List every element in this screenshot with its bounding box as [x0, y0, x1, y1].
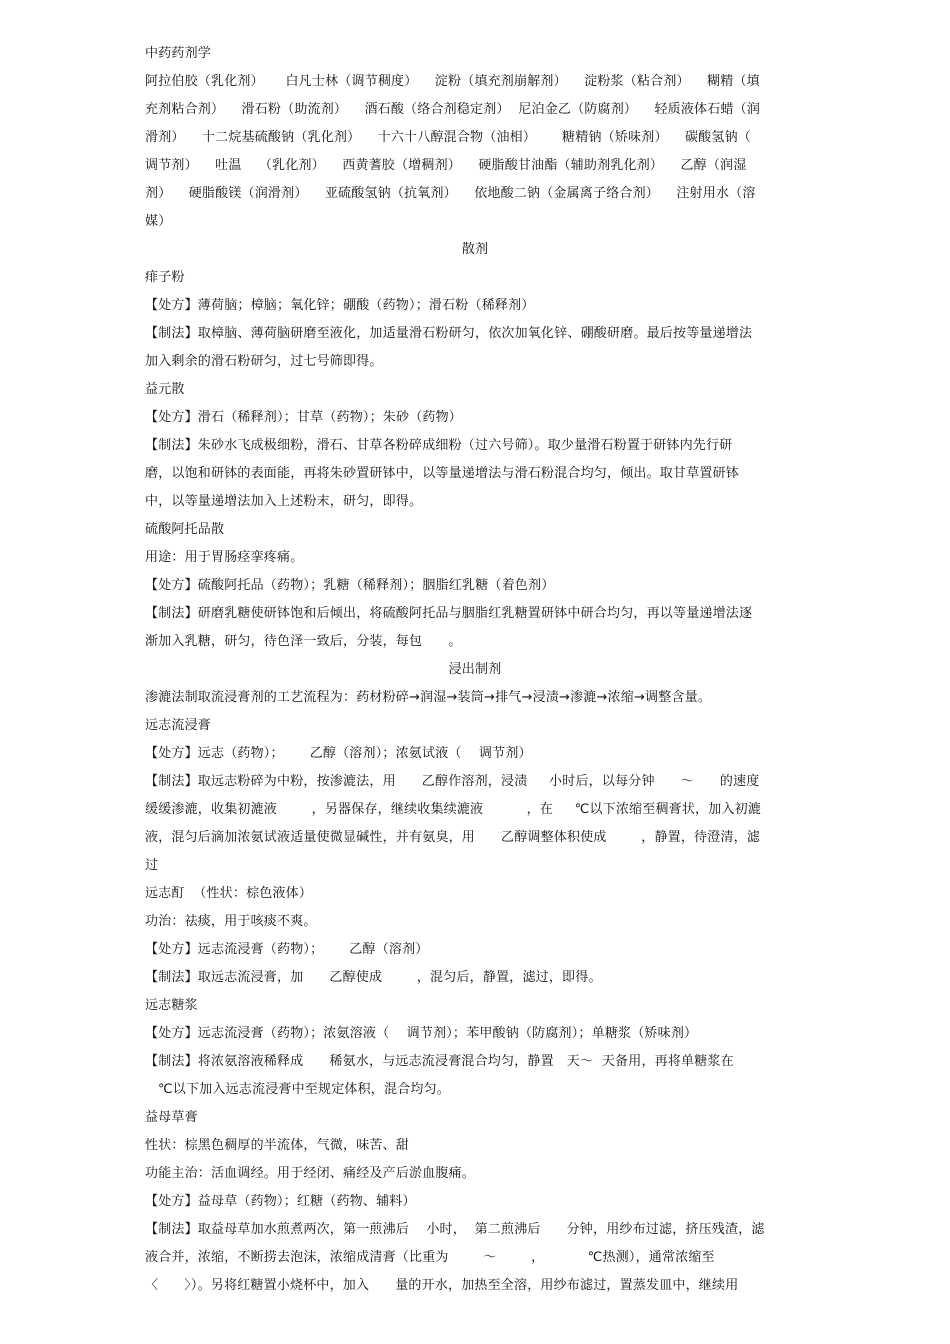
item-heading: 痱子粉: [145, 270, 185, 285]
text-line: 液，混匀后滴加浓氨试液适量使微显碱性，并有氨臭，用 乙醇调整体积使成 ，静置，待澄清，滤: [145, 830, 761, 845]
text-line: 渐加入乳糖，研匀，待色泽一致后，分装，每包 。: [145, 634, 462, 649]
text-line: 滑剂） 十二烷基硫酸钠（乳化剂） 十六十八醇混合物（油相） 糖精钠（矫味剂） 碳酸氢钠（: [145, 130, 751, 145]
text-line: 功能主治：活血调经。用于经闭、痛经及产后淤血腹痛。: [145, 1166, 476, 1181]
text-line: 【处方】远志流浸膏（药物）； 乙醇（溶剂）: [145, 942, 429, 957]
text-line: 媒）: [145, 214, 172, 229]
section-heading: 散剂: [461, 242, 489, 257]
item-heading: 硫酸阿托品散: [145, 522, 225, 537]
text-line: 【制法】取远志流浸膏，加 乙醇使成 ，混匀后，静置，滤过，即得。: [145, 970, 602, 985]
text-line: 加入剩余的滑石粉研匀，过七号筛即得。: [145, 354, 383, 369]
document-title: 中药药剂学: [145, 46, 212, 61]
text-line: 阿拉伯胶（乳化剂） 白凡士林（调节稠度） 淀粉（填充剂崩解剂） 淀粉浆（粘合剂） 糊精（填: [145, 74, 760, 89]
text-line: 【处方】远志流浸膏（药物）；浓氨溶液（ 调节剂）；苯甲酸钠（防腐剂）；单糖浆（矫味剂）: [145, 1026, 698, 1041]
text-line: 渗漉法制取流浸膏剂的工艺流程为：药材粉碎→润湿→装筒→排气→浸渍→渗漉→浓缩→调整含量。: [145, 690, 712, 705]
text-line: 液合并，浓缩，不断捞去泡沫，浓缩成清膏（比重为 ～ ， ℃热测），通常浓缩至: [145, 1250, 715, 1265]
text-line: 【处方】薄荷脑；樟脑；氧化锌；硼酸（药物）；滑石粉（稀释剂）: [145, 298, 535, 313]
text-line: 【制法】取益母草加水煎煮两次，第一煎沸后 小时， 第二煎沸后 分钟，用纱布过滤，挤压残渣，滤: [145, 1222, 765, 1237]
text-line: 中，以等量递增法加入上述粉末，研匀，即得。: [145, 494, 423, 509]
text-line: 〈 〉）。另将红糖置小烧杯中，加入 量的开水，加热至全溶，用纱布滤过，置蒸发皿中，继续用: [145, 1278, 739, 1293]
item-heading: 益母草膏: [145, 1110, 198, 1125]
item-heading: 远志酊 （性状：棕色液体）: [145, 886, 313, 901]
section-heading: 浸出制剂: [448, 662, 502, 677]
text-line: 过: [145, 858, 159, 873]
text-line: 【制法】将浓氨溶液稀释成 稀氨水，与远志流浸膏混合均匀，静置 天～ 天备用，再将单糖浆在: [145, 1054, 734, 1069]
text-line: 剂） 硬脂酸镁（润滑剂） 亚硫酸氢钠（抗氧剂） 依地酸二钠（金属离子络合剂） 注射用水（溶: [145, 186, 756, 201]
text-line: 性状：棕黑色稠厚的半流体，气微，味苦、甜: [145, 1138, 410, 1153]
text-line: 【制法】研磨乳糖使研钵饱和后倾出，将硫酸阿托品与胭脂红乳糖置研钵中研合均匀，再以等量递增法逐: [145, 606, 753, 621]
item-heading: 远志流浸膏: [145, 718, 212, 733]
text-line: 磨，以饱和研钵的表面能，再将朱砂置研钵中，以等量递增法与滑石粉混合均匀，倾出。取甘草置研钵: [145, 466, 740, 481]
text-line: 【处方】硫酸阿托品（药物）；乳糖（稀释剂）；胭脂红乳糖（着色剂）: [145, 578, 555, 593]
text-line: 【处方】滑石（稀释剂）；甘草（药物）；朱砂（药物）: [145, 410, 463, 425]
text-line: ℃以下加入远志流浸膏中至规定体积，混合均匀。: [145, 1082, 450, 1097]
text-line: 【制法】取远志粉碎为中粉，按渗漉法，用 乙醇作溶剂，浸渍 小时后，以每分钟 ～ 的速度: [145, 774, 760, 789]
text-line: 【制法】朱砂水飞成极细粉，滑石、甘草各粉碎成细粉（过六号筛）。取少量滑石粉置于研钵内先行研: [145, 438, 733, 453]
text-line: 【处方】益母草（药物）；红糖（药物、辅料）: [145, 1194, 416, 1209]
text-line: 用途：用于胃肠痉挛疼痛。: [145, 550, 304, 565]
item-heading: 远志糖浆: [145, 998, 198, 1013]
text-line: 【制法】取樟脑、薄荷脑研磨至液化，加适量滑石粉研匀，依次加氧化锌、硼酸研磨。最后按等量递增法: [145, 326, 753, 341]
text-line: 功治：祛痰，用于咳痰不爽。: [145, 914, 317, 929]
text-line: 【处方】远志（药物）； 乙醇（溶剂）；浓氨试液（ 调节剂）: [145, 746, 532, 761]
text-line: 充剂粘合剂） 滑石粉（助流剂） 酒石酸（络合剂稳定剂） 尼泊金乙（防腐剂） 轻质液体石蜡（润: [145, 102, 761, 117]
text-line: 缓缓渗漉，收集初漉液 ，另器保存，继续收集续漉液 ，在 ℃以下浓缩至稠膏状，加入初漉: [145, 802, 762, 817]
item-heading: 益元散: [145, 382, 185, 397]
text-line: 调节剂） 吐温 （乳化剂） 西黄蓍胶（增稠剂） 硬脂酸甘油酯（辅助剂乳化剂） 乙醇（润湿: [145, 158, 747, 173]
